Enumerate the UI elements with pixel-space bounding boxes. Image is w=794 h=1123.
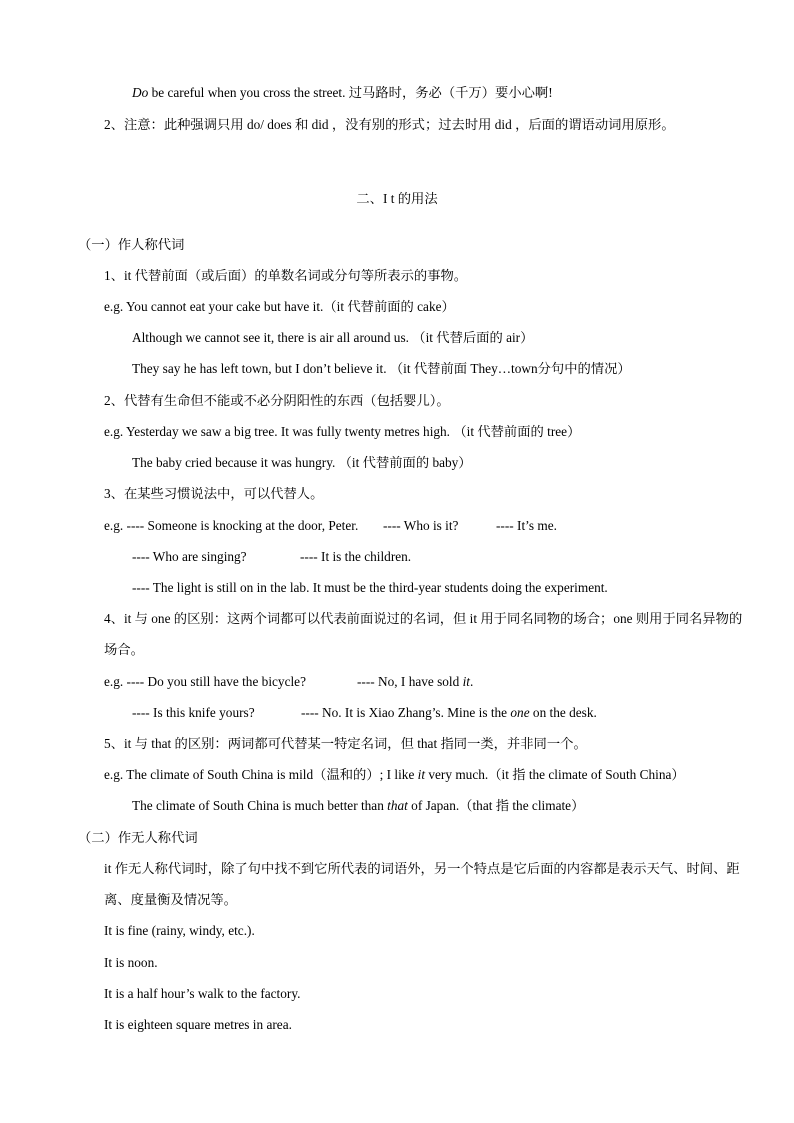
- dialogue-text: ---- No, I have sold: [357, 674, 463, 689]
- dialogue-part: e.g. ---- Someone is knocking at the door, Peter.: [104, 518, 359, 533]
- example-line: [104, 517, 358, 535]
- dialogue-part: ---- It’s me.: [496, 518, 557, 533]
- dialogue-part: [301, 704, 597, 722]
- example-line: e.g. Yesterday we saw a big tree. It was fully twenty metres high. （it 代替前面的 tree）: [104, 424, 581, 439]
- rule-paragraph: [104, 603, 744, 665]
- example-line: Although we cannot see it, there is air all around us. （it 代替后面的 air）: [132, 330, 534, 345]
- emphasis-word: that: [387, 798, 408, 813]
- dialogue-text: ---- No. It is Xiao Zhang’s. Mine is the: [301, 705, 511, 720]
- example-text: e.g. The climate of South China is mild（温和的）; I like: [104, 767, 418, 782]
- dialogue-text: .: [470, 674, 474, 689]
- example-line: [132, 84, 553, 102]
- rule-text: 4、it 与 one 的区别：这两个词都可以代表前面说过的名词，但 it 用于同名同物的场合；one 则用于同名异物的场合。: [104, 611, 743, 657]
- example-text: of Japan.（that 指 the climate）: [407, 798, 585, 813]
- example-line: ---- The light is still on in the lab. It must be the third-year students doing the experiment.: [132, 580, 608, 595]
- rule-paragraph: 3、在某些习惯说法中，可以代替人。: [104, 486, 324, 501]
- example-line: It is eighteen square metres in area.: [104, 1017, 292, 1032]
- rule-paragraph: [104, 853, 744, 915]
- note-paragraph: 2、注意：此种强调只用 do/ does 和 did ，没有别的形式；过去时用 did ，后面的谓语动词用原形。: [104, 117, 675, 132]
- example-line: It is noon.: [104, 955, 158, 970]
- example-line: [104, 766, 685, 784]
- example-line: It is fine (rainy, windy, etc.).: [104, 923, 255, 938]
- dialogue-part: ---- Who is it?: [383, 518, 459, 533]
- emphasis-word: it: [417, 767, 426, 782]
- example-line: It is a half hour’s walk to the factory.: [104, 986, 301, 1001]
- example-text: The climate of South China is much better than: [132, 798, 388, 813]
- emphasis-word: Do: [132, 85, 149, 100]
- example-line: They say he has left town, but I don’t believe it. （it 代替前面 They…town分句中的情况）: [132, 361, 631, 376]
- emphasis-word: one: [510, 705, 530, 720]
- subsection-heading: （二）作无人称代词: [78, 830, 198, 845]
- example-line: e.g. You cannot eat your cake but have it.（it 代替前面的 cake）: [104, 299, 455, 314]
- emphasis-word: it: [462, 674, 470, 689]
- example-text: be careful when you cross the street. 过马路时，务必（千万）要小心啊!: [148, 85, 553, 100]
- subsection-heading: （一）作人称代词: [78, 237, 185, 252]
- dialogue-part: ---- It is the children.: [300, 549, 412, 564]
- example-line: The baby cried because it was hungry. （it 代替前面的 baby）: [132, 455, 472, 470]
- section-title: 二、I t 的用法: [356, 191, 438, 206]
- rule-text: it 作无人称代词时，除了句中找不到它所代表的词语外，另一个特点是它后面的内容都是表示天气、时间、距离、度量衡及情况等。: [104, 861, 740, 907]
- dialogue-part: [357, 673, 473, 691]
- rule-paragraph: 1、it 代替前面（或后面）的单数名词或分句等所表示的事物。: [104, 268, 468, 283]
- dialogue-part: e.g. ---- Do you still have the bicycle?: [104, 674, 306, 689]
- dialogue-part: ---- Is this knife yours?: [132, 705, 255, 720]
- example-text: very much.（it 指 the climate of South China）: [425, 767, 685, 782]
- dialogue-text: on the desk.: [529, 705, 597, 720]
- dialogue-part: ---- Who are singing?: [132, 549, 247, 564]
- rule-paragraph: 2、代替有生命但不能或不必分阴阳性的东西（包括婴儿）。: [104, 393, 450, 408]
- example-line: [132, 797, 584, 815]
- rule-paragraph: 5、it 与 that 的区别：两词都可代替某一特定名词，但 that 指同一类，并非同一个。: [104, 736, 587, 751]
